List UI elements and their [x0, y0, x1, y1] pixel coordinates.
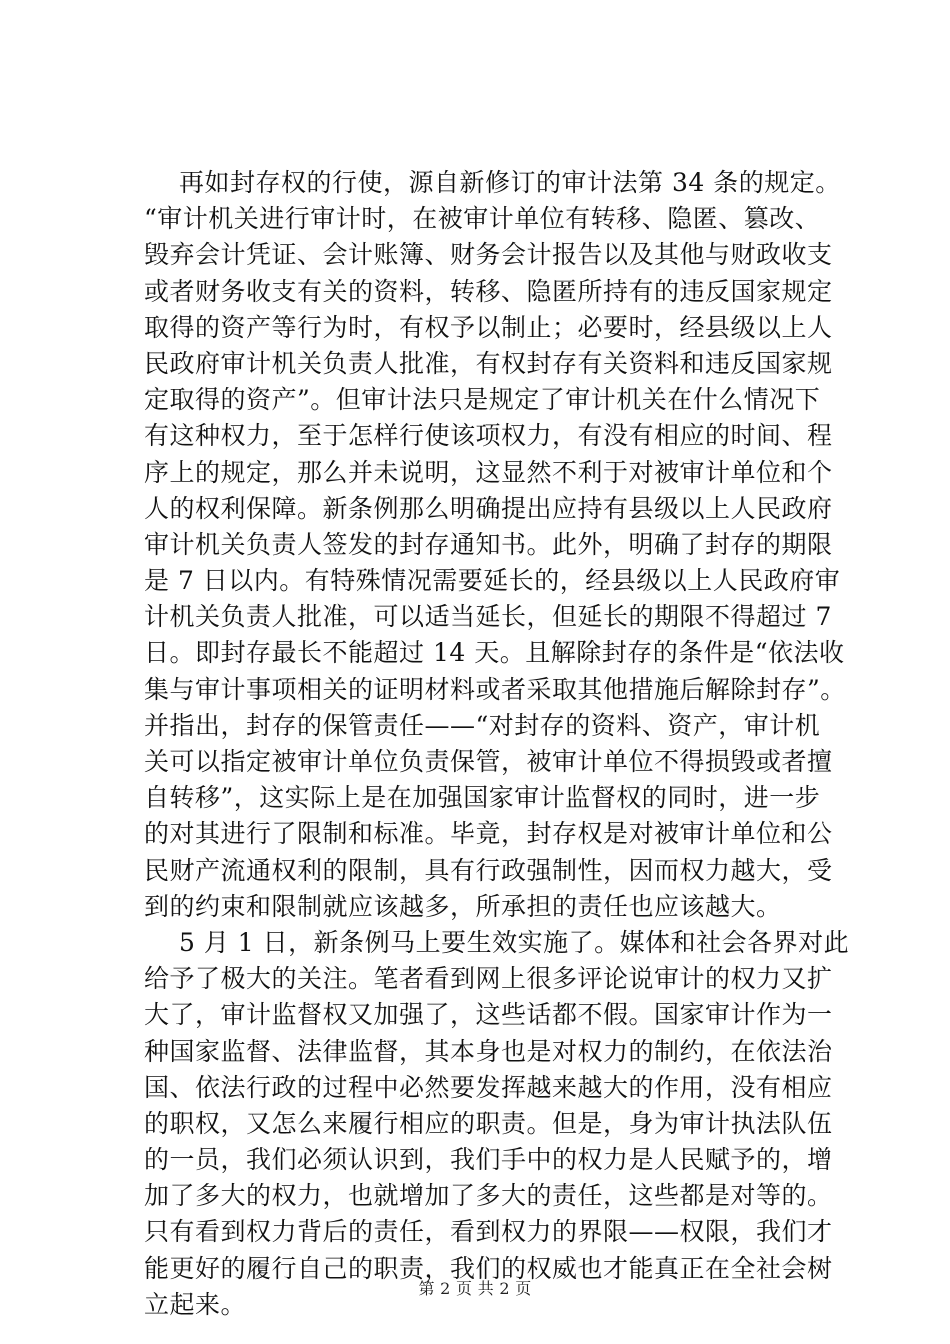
paragraph-2-line-8: 加了多大的权力，也就增加了多大的责任，这些都是对等的。 — [144, 1181, 833, 1211]
paragraph-2-line-2: 给予了极大的关注。笔者看到网上很多评论说审计的权力又扩 — [144, 964, 833, 994]
paragraph-2-line-1: 5 月 1 日，新条例马上要生效实施了。媒体和社会各界对此 — [179, 927, 850, 957]
paragraph-1-line-19: 的对其进行了限制和标准。毕竟，封存权是对被审计单位和公 — [144, 819, 833, 849]
paragraph-2-line-7: 的一员，我们必须认识到，我们手中的权力是人民赋予的，增 — [144, 1145, 833, 1175]
paragraph-1-line-8: 有这种权力，至于怎样行使该项权力，有没有相应的时间、程 — [144, 421, 833, 451]
paragraph-1-line-10: 人的权利保障。新条例那么明确提出应持有县级以上人民政府 — [144, 493, 833, 523]
paragraph-2-line-5: 国、依法行政的过程中必然要发挥越来越大的作用，没有相应 — [144, 1072, 833, 1102]
paragraph-1-line-15: 集与审计事项相关的证明材料或者采取其他措施后解除封存”。 — [144, 674, 846, 704]
paragraph-1-line-17: 关可以指定被审计单位负责保管，被审计单位不得损毁或者擅 — [144, 747, 833, 776]
paragraph-1-line-9: 序上的规定，那么并未说明，这显然不利于对被审计单位和个 — [144, 457, 833, 487]
paragraph-1-line-18: 自转移”，这实际上是在加强国家审计监督权的同时，进一步 — [144, 783, 821, 813]
paragraph-1-line-4: 或者财务收支有关的资料，转移、隐匿所持有的违反国家规定 — [144, 276, 833, 306]
paragraph-1-line-12: 是 7 日以内。有特殊情况需要延长的，经县级以上人民政府审 — [144, 566, 841, 596]
paragraph-2-line-11: 立起来。 — [144, 1289, 247, 1319]
paragraph-1-line-3: 毁弃会计凭证、会计账簿、财务会计报告以及其他与财政收支 — [144, 240, 833, 270]
paragraph-2-line-10: 能更好的履行自己的职责，我们的权威也才能真正在全社会树 — [144, 1253, 833, 1283]
page-footer: 第 2 页 共 2 页 — [418, 1279, 532, 1298]
paragraph-2-line-3: 大了，审计监督权又加强了，这些话都不假。国家审计作为一 — [144, 1000, 833, 1030]
body-text — [144, 165, 850, 1323]
paragraph-1-line-13: 计机关负责人批准，可以适当延长，但延长的期限不得超过 7 — [144, 602, 832, 632]
paragraph-1-line-11: 审计机关负责人签发的封存通知书。此外，明确了封存的期限 — [144, 529, 833, 559]
paragraph-1-line-5: 取得的资产等行为时，有权予以制止；必要时，经县级以上人 — [144, 312, 833, 342]
paragraph-1-line-14: 日。即封存最长不能超过 14 天。且解除封存的条件是“依法收 — [144, 638, 845, 668]
paragraph-2-line-6: 的职权，又怎么来履行相应的职责。但是，身为审计执法队伍 — [144, 1108, 833, 1138]
paragraph-2-line-9: 只有看到权力背后的责任，看到权力的界限——权限，我们才 — [144, 1217, 833, 1247]
paragraph-1-line-6: 民政府审计机关负责人批准，有权封存有关资料和违反国家规 — [144, 348, 833, 378]
paragraph-1-line-21: 到的约束和限制就应该越多，所承担的责任也应该越大。 — [144, 891, 782, 921]
paragraph-1-line-1: 再如封存权的行使，源自新修订的审计法第 34 条的规定。 — [179, 168, 841, 197]
paragraph-1-line-7: 定取得的资产”。但审计法只是规定了审计机关在什么情况下 — [144, 385, 821, 415]
paragraph-1-line-16: 并指出，封存的保管责任——“对封存的资料、资产，审计机 — [144, 710, 821, 740]
paragraph-1-line-2: “审计机关进行审计时，在被审计单位有转移、隐匿、篡改、 — [144, 204, 821, 234]
paragraph-1-line-20: 民财产流通权利的限制，具有行政强制性，因而权力越大，受 — [144, 855, 833, 885]
paragraph-2-line-4: 种国家监督、法律监督，其本身也是对权力的制约，在依法治 — [144, 1036, 833, 1066]
